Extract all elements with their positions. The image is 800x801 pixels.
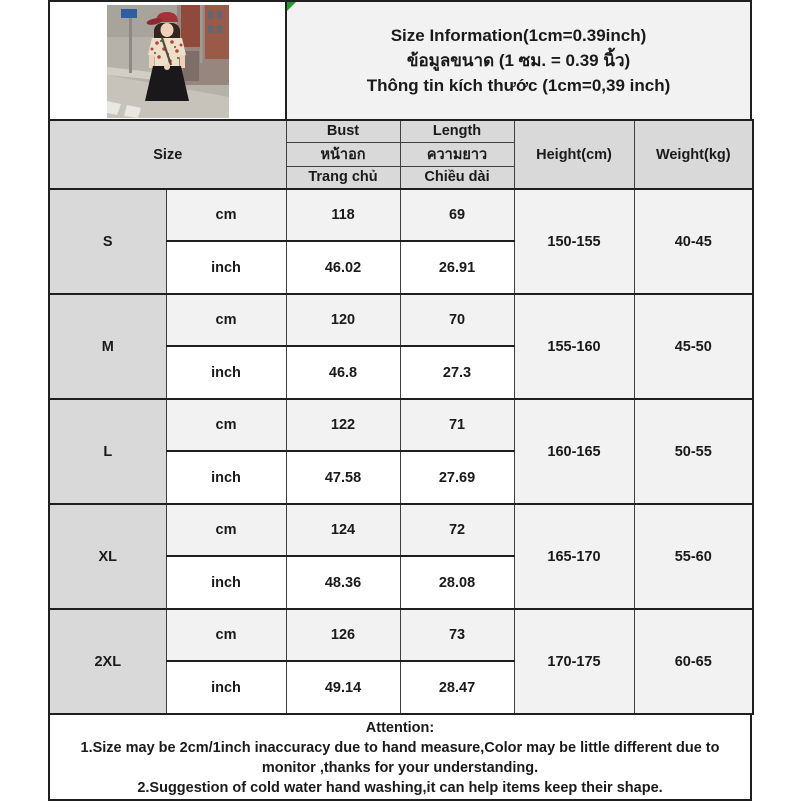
- height-value: 165-170: [514, 504, 634, 609]
- bust-inch-value: 49.14: [286, 661, 400, 714]
- unit-cm: cm: [166, 294, 286, 346]
- height-value: 155-160: [514, 294, 634, 399]
- size-information-box: [285, 0, 752, 119]
- table-row-m-cm: [49, 294, 753, 346]
- length-header-th: ความยาว: [400, 142, 514, 166]
- bust-inch-value: 47.58: [286, 451, 400, 504]
- bust-cm-value: 118: [286, 189, 400, 241]
- table-row-2xl-cm: [49, 609, 753, 661]
- size-label: XL: [49, 504, 166, 609]
- unit-inch: inch: [166, 451, 286, 504]
- weight-header: Weight(kg): [634, 120, 753, 189]
- top-band: [48, 0, 752, 119]
- bust-cm-value: 122: [286, 399, 400, 451]
- size-info-title-vi: Thông tin kích thước (1cm=0,39 inch): [366, 76, 671, 95]
- model-photo: [107, 5, 229, 118]
- street-sign: [121, 9, 137, 18]
- unit-inch: inch: [166, 661, 286, 714]
- table-row-s-cm: [49, 189, 753, 241]
- product-photo-cell: [48, 0, 285, 119]
- attention-line-2: 2.Suggestion of cold water hand washing,it can help items keep their shape.: [137, 780, 663, 796]
- bust-inch-value: 46.02: [286, 241, 400, 294]
- length-cm-value: 70: [400, 294, 514, 346]
- bust-header-vi: Trang chủ: [286, 166, 400, 189]
- size-column-header: Size: [49, 120, 286, 189]
- height-value: 170-175: [514, 609, 634, 714]
- length-inch-value: 28.08: [400, 556, 514, 609]
- model-hand: [164, 64, 170, 70]
- length-inch-value: 26.91: [400, 241, 514, 294]
- size-table: [48, 119, 754, 715]
- height-value: 160-165: [514, 399, 634, 504]
- length-header-vi: Chiều dài: [400, 166, 514, 189]
- bust-header-en: Bust: [286, 120, 400, 142]
- length-inch-value: 27.3: [400, 346, 514, 399]
- bust-cm-value: 126: [286, 609, 400, 661]
- table-row-l-cm: [49, 399, 753, 451]
- size-label: L: [49, 399, 166, 504]
- unit-cm: cm: [166, 189, 286, 241]
- length-inch-value: 27.69: [400, 451, 514, 504]
- bust-inch-value: 48.36: [286, 556, 400, 609]
- green-corner-flag-icon: [287, 2, 296, 11]
- model-face: [160, 23, 173, 37]
- table-row-xl-cm: [49, 504, 753, 556]
- height-value: 150-155: [514, 189, 634, 294]
- size-info-title-th: ข้อมูลขนาด (1 ซม. = 0.39 นิ้ว): [406, 51, 631, 70]
- attention-title: Attention:: [365, 720, 435, 736]
- length-cm-value: 71: [400, 399, 514, 451]
- weight-value: 60-65: [634, 609, 753, 714]
- length-inch-value: 28.47: [400, 661, 514, 714]
- bust-cm-value: 120: [286, 294, 400, 346]
- unit-cm: cm: [166, 504, 286, 556]
- attention-note: [48, 715, 752, 801]
- length-cm-value: 69: [400, 189, 514, 241]
- weight-value: 55-60: [634, 504, 753, 609]
- height-header: Height(cm): [514, 120, 634, 189]
- unit-cm: cm: [166, 399, 286, 451]
- attention-line-1: 1.Size may be 2cm/1inch inaccuracy due to hand measure,Color may be little different due to monitor ,thanks for your understanding.: [80, 740, 720, 776]
- size-label: S: [49, 189, 166, 294]
- unit-inch: inch: [166, 556, 286, 609]
- length-cm-value: 72: [400, 504, 514, 556]
- unit-inch: inch: [166, 241, 286, 294]
- length-header-en: Length: [400, 120, 514, 142]
- bust-header-th: หน้าอก: [286, 142, 400, 166]
- unit-inch: inch: [166, 346, 286, 399]
- size-info-title-en: Size Information(1cm=0.39inch): [390, 26, 647, 45]
- unit-cm: cm: [166, 609, 286, 661]
- weight-value: 40-45: [634, 189, 753, 294]
- size-chart-sheet: [48, 0, 752, 801]
- bust-inch-value: 46.8: [286, 346, 400, 399]
- size-label: 2XL: [49, 609, 166, 714]
- weight-value: 45-50: [634, 294, 753, 399]
- size-label: M: [49, 294, 166, 399]
- bust-cm-value: 124: [286, 504, 400, 556]
- length-cm-value: 73: [400, 609, 514, 661]
- weight-value: 50-55: [634, 399, 753, 504]
- sign-pole: [129, 18, 132, 73]
